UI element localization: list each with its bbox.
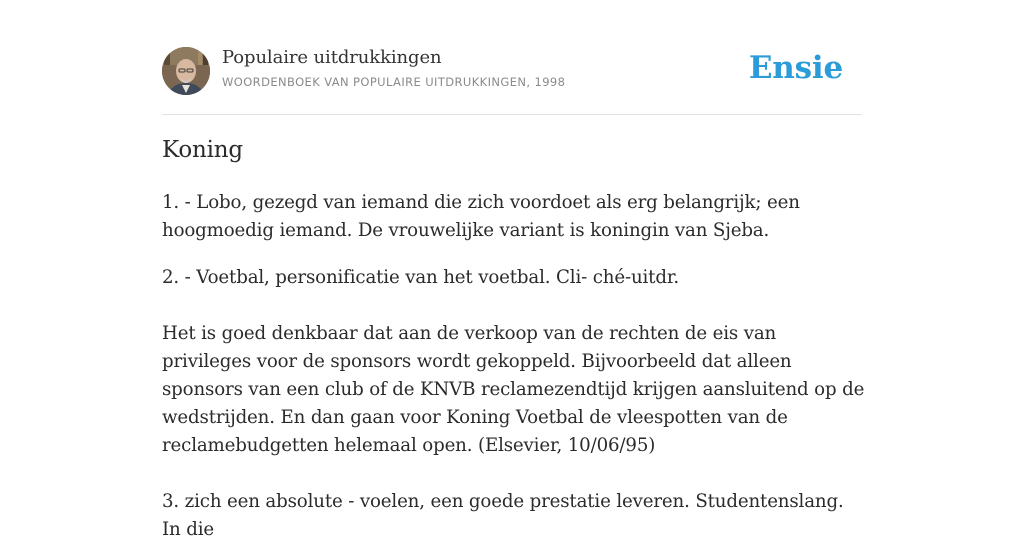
brand-logo[interactable]: Ensie bbox=[748, 50, 843, 86]
example-quote: Het is goed denkbaar dat aan de verkoop van de rechten de eis van privileges voor de sponsors wordt gekoppeld. Bijvoorbeeld dat alleen sponsors van een club of de KNVB reclamezendtijd krijgen aansluitend op de wedstrijden. En dan gaan voor Koning Voetbal de vleespotten van de reclamebudgetten helemaal open. (Elsevier, 10/06/95) bbox=[162, 323, 865, 456]
entry-title: Koning bbox=[162, 137, 243, 163]
definition-1: 1. - Lobo, gezegd van iemand die zich voordoet als erg belangrijk; een hoogmoedig iemand. De vrouwelijke variant is koningin van Sjeba. bbox=[162, 192, 800, 241]
source-subtitle-text: WOORDENBOEK VAN POPULAIRE UITDRUKKINGEN, 1998 bbox=[222, 75, 566, 89]
source-title[interactable]: Populaire uitdrukkingen bbox=[222, 47, 442, 68]
definition-2: 2. - Voetbal, personificatie van het voetbal. Cli- ché-uitdr. bbox=[162, 267, 680, 288]
definition-3: 3. zich een absolute - voelen, een goede prestatie leveren. Studentenslang. In die bbox=[162, 491, 844, 540]
page-container bbox=[162, 0, 865, 540]
author-avatar[interactable] bbox=[162, 47, 210, 95]
author-portrait-icon bbox=[162, 47, 210, 95]
entry-body bbox=[162, 189, 867, 544]
source-subtitle bbox=[222, 75, 565, 89]
source-header bbox=[162, 0, 862, 115]
